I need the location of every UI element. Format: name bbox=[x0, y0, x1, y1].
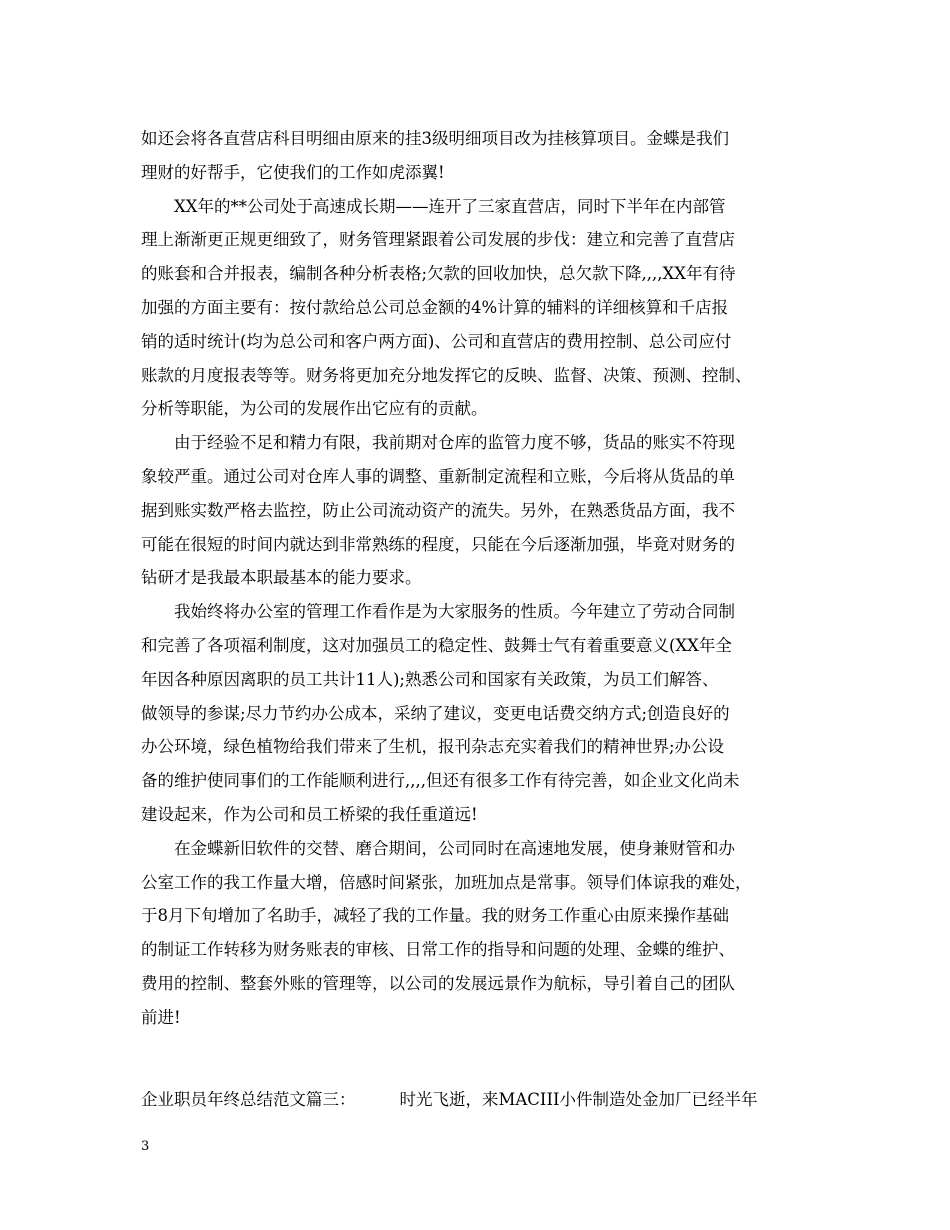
text-line: 于8月下旬增加了名助手，减轻了我的工作量。我的财务工作重心由原来操作基础 bbox=[141, 906, 729, 926]
text-line: 象较严重。通过公司对仓库人事的调整、重新制定流程和立账，今后将从货品的单 bbox=[141, 466, 735, 486]
text-line: 在金蝶新旧软件的交替、磨合期间，公司同时在高速地发展，使身兼财管和办 bbox=[141, 838, 735, 858]
body-text bbox=[141, 122, 827, 1035]
text-line: 费用的控制、整套外账的管理等，以公司的发展远景作为航标，导引着自己的团队 bbox=[141, 973, 735, 993]
text-line: 销的适时统计(均为总公司和客户两方面)、公司和直营店的费用控制、总公司应付 bbox=[141, 331, 732, 351]
text-line: 前进! bbox=[141, 1007, 181, 1027]
text-line: 钻研才是我最本职最基本的能力要求。 bbox=[141, 568, 422, 588]
text-line: 分析等职能，为公司的发展作出它应有的贡献。 bbox=[141, 399, 488, 419]
text-line: 我始终将办公室的管理工作看作是为大家服务的性质。今年建立了劳动合同制 bbox=[141, 602, 735, 622]
text-line: 加强的方面主要有：按付款给总公司总金额的4%计算的辅料的详细核算和千店报 bbox=[141, 297, 729, 317]
text-line: 年因各种原因离职的员工共计11人);熟悉公司和国家有关政策，为员工们解答、 bbox=[141, 669, 719, 689]
text-line: 据到账实数严格去监控，防止公司流动资产的流失。另外，在熟悉货品方面，我不 bbox=[141, 500, 735, 520]
text-line: 和完善了各项福利制度，这对加强员工的稳定性、鼓舞士气有着重要意义(XX年全 bbox=[141, 635, 732, 655]
text-line: 可能在很短的时间内就达到非常熟练的程度，只能在今后逐渐加强，毕竟对财务的 bbox=[141, 534, 735, 554]
text-line: 理财的好帮手，它使我们的工作如虎添翼! bbox=[141, 162, 445, 182]
text-line: 的制证工作转移为财务账表的审核、日常工作的指导和问题的处理、金蝶的维护、 bbox=[141, 940, 735, 960]
text-line: 备的维护使同事们的工作能顺利进行,,,,但还有很多工作有待完善，如企业文化尚未 bbox=[141, 771, 740, 791]
text-line: 公室工作的我工作量大增，倍感时间紧张，加班加点是常事。领导们体谅我的难处， bbox=[141, 872, 752, 892]
text-line: 建设起来，作为公司和员工桥梁的我任重道远! bbox=[141, 804, 478, 824]
section-heading: 企业职员年终总结范文篇三： bbox=[141, 1090, 356, 1109]
text-line: XX年的**公司处于高速成长期——连开了三家直营店，同时下半年在内部管 bbox=[141, 196, 726, 216]
text-line: 办公环境，绿色植物给我们带来了生机，报刊杂志充实着我们的精神世界;办公设 bbox=[141, 737, 725, 757]
text-line: 由于经验不足和精力有限，我前期对仓库的监管力度不够，货品的账实不符现 bbox=[141, 433, 735, 453]
text-line: 做领导的参谋;尽力节约办公成本，采纳了建议，变更电话费交纳方式;创造良好的 bbox=[141, 703, 730, 723]
page-number: 3 bbox=[141, 1139, 150, 1154]
text-line: 的账套和合并报表，编制各种分析表格;欠款的回收加快，总欠款下降,,,,XX年有待 bbox=[141, 264, 736, 284]
section-heading-line bbox=[141, 1083, 841, 1117]
text-line: 理上渐渐更正规更细致了，财务管理紧跟着公司发展的步伐：建立和完善了直营店 bbox=[141, 230, 735, 250]
text-line: 账款的月度报表等等。财务将更加充分地发挥它的反映、监督、决策、预测、控制、 bbox=[141, 365, 752, 385]
text-line: 如还会将各直营店科目明细由原来的挂3级明细项目改为挂核算项目。金蝶是我们 bbox=[141, 129, 729, 148]
section-start-text: 时光飞逝，来MACIII小件制造处金加厂已经半年 bbox=[399, 1090, 758, 1109]
